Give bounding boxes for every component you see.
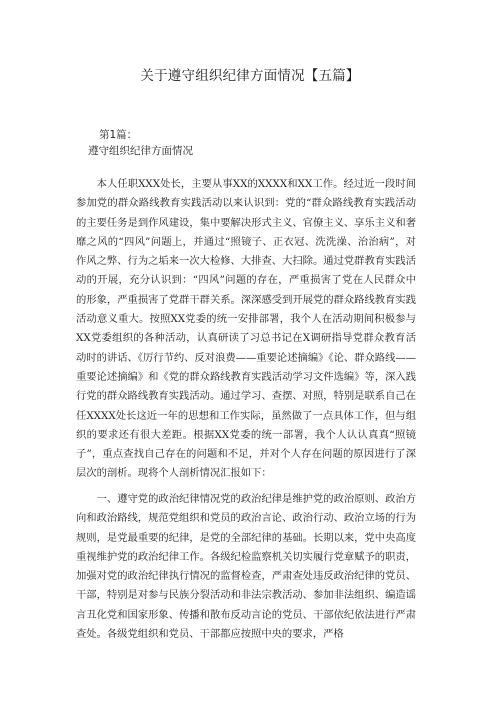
document-title: 关于遵守组织纪律方面情况【五篇】 (140, 68, 360, 84)
body-paragraph: 一、遵守党的政治纪律情况党的政治纪律是维护党的政治原则、政治方向和政治路线，规范党组织和党员的政治言论、政治行动、政治立场的行为规则，是党最重要的纪律，是党的全部纪律的基础。长期以来，党中央高度重视维护党的政治纪律工作。各级纪检监察机关切实履行党章赋予的职责，加强对党的政治纪律执行情况的监督检查，严肃查处违反政治纪律的党员、干部，特别是对参与民族分裂活动和非法宗教活动、参加非法组织、编造谣言丑化党和国家形象、传播和散布反动言论的党员、干部依纪依法进行严肃查处。各级党组织和党员、干部都应按照中央的要求，严格 (76, 493, 416, 641)
body-paragraph: 本人任职XXX处长，主要从事XX的XXXX和XX工作。经过近一段时间参加党的群众路线教育实践活动以来认识到：党的“群众路线教育实践活动的主要任务是到作风建设，集中要解决形式主义、官僚主义、享乐主义和奢靡之风的“四风”问题上，并通过“照镜子、正衣冠、洗洗澡、治治病”，对作风之弊、行为之垢来一次大检修、大排查、大扫除。通过党群教育实践活动的开展，充分认识到：“四风”问题的存在，严重损害了党在人民群众中的形象，严重损害了党群干群关系。深深感受到开展党的群众路线教育实践活动意义重大。按照XX党委的统一安排部署，我个人在活动期间积极参与XX党委组织的各种活动，认真研读了习总书记在X调研指导党群众教育活动时的讲话、《厉行节约、反对浪费——重要论述摘编》《论、群众路线——重要论述摘编》和《党的群众路线教育实践活动学习文件选编》等，深入践行党的群众路线教育实践活动。通过学习、查摆、对照，特别是联系自己在任XXXX处长这近一年的思想和工作实际，虽然做了一点具体工作，但与组织的要求还有很大差距。根据XX党委的统一部署，我个人认认真真“照镜子”，重点查找自己存在的问题和不足，并对个人存在问题的原因进行了深层次的剖析。现将个人剖析情况汇报如下： (76, 178, 416, 480)
section-subtitle: 遵守组织纪律方面情况 (88, 145, 193, 157)
section-label: 第1篇： (99, 129, 138, 141)
